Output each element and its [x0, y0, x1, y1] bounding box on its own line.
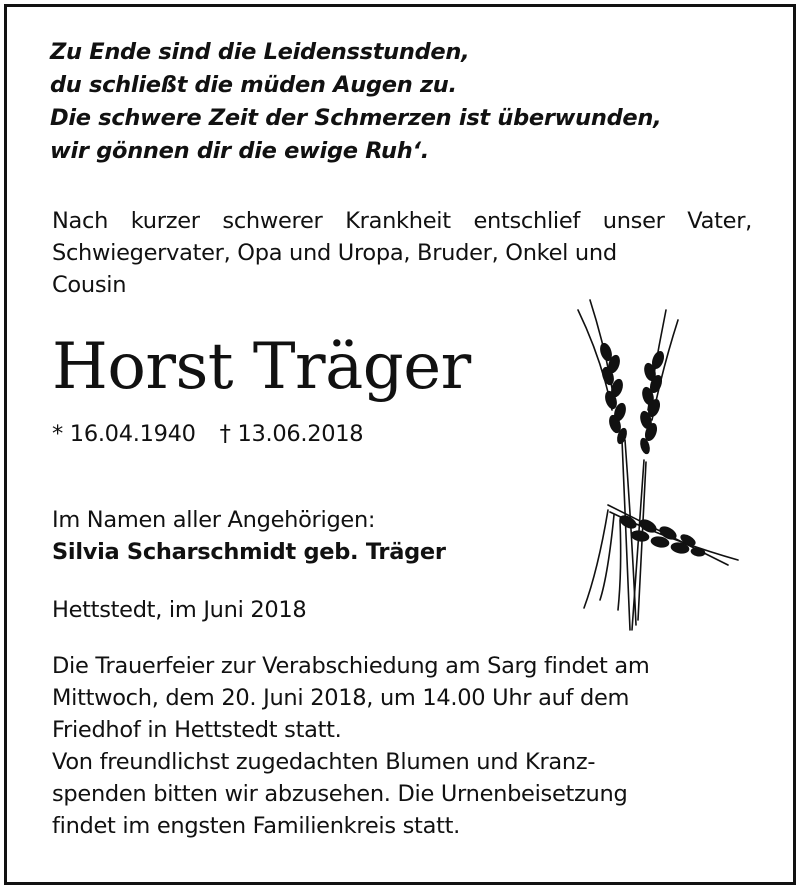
death-date: † 13.06.2018 — [219, 421, 364, 447]
death-announcement — [52, 205, 752, 301]
signer-name: Silvia Scharschmidt geb. Träger — [52, 539, 446, 565]
poem-line: Die schwere Zeit der Schmerzen ist überwunden, — [50, 105, 662, 131]
announcement-line: Cousin — [52, 272, 127, 298]
funeral-service-info — [52, 650, 672, 842]
poem-line: wir gönnen dir die ewige Ruh‘. — [50, 138, 429, 164]
life-dates — [52, 418, 363, 450]
announcement-line: Nach kurzer schwerer Krankheit entschlief unser Vater, — [52, 208, 752, 234]
service-line: Von freundlichst zugedachten Blumen und Kranz- — [52, 749, 596, 775]
service-line: Mittwoch, dem 20. Juni 2018, um 14.00 Uhr auf dem — [52, 685, 630, 711]
deceased-name: Horst Träger — [52, 330, 471, 404]
service-line: Friedhof in Hettstedt statt. — [52, 717, 342, 743]
birth-date: * 16.04.1940 — [52, 421, 196, 447]
family-signature — [52, 504, 446, 568]
wheat-ears-icon — [548, 290, 748, 640]
announcement-line: Schwiegervater, Opa und Uropa, Bruder, Onkel und — [52, 240, 617, 266]
place-date: Hettstedt, im Juni 2018 — [52, 597, 307, 623]
memorial-poem — [50, 36, 661, 168]
service-line: findet im engsten Familienkreis statt. — [52, 813, 460, 839]
service-line: spenden bitten wir abzusehen. Die Urnenbeisetzung — [52, 781, 628, 807]
poem-line: du schließt die müden Augen zu. — [50, 72, 457, 98]
poem-line: Zu Ende sind die Leidensstunden, — [50, 39, 470, 65]
family-intro: Im Namen aller Angehörigen: — [52, 507, 376, 533]
service-line: Die Trauerfeier zur Verabschiedung am Sarg findet am — [52, 653, 650, 679]
